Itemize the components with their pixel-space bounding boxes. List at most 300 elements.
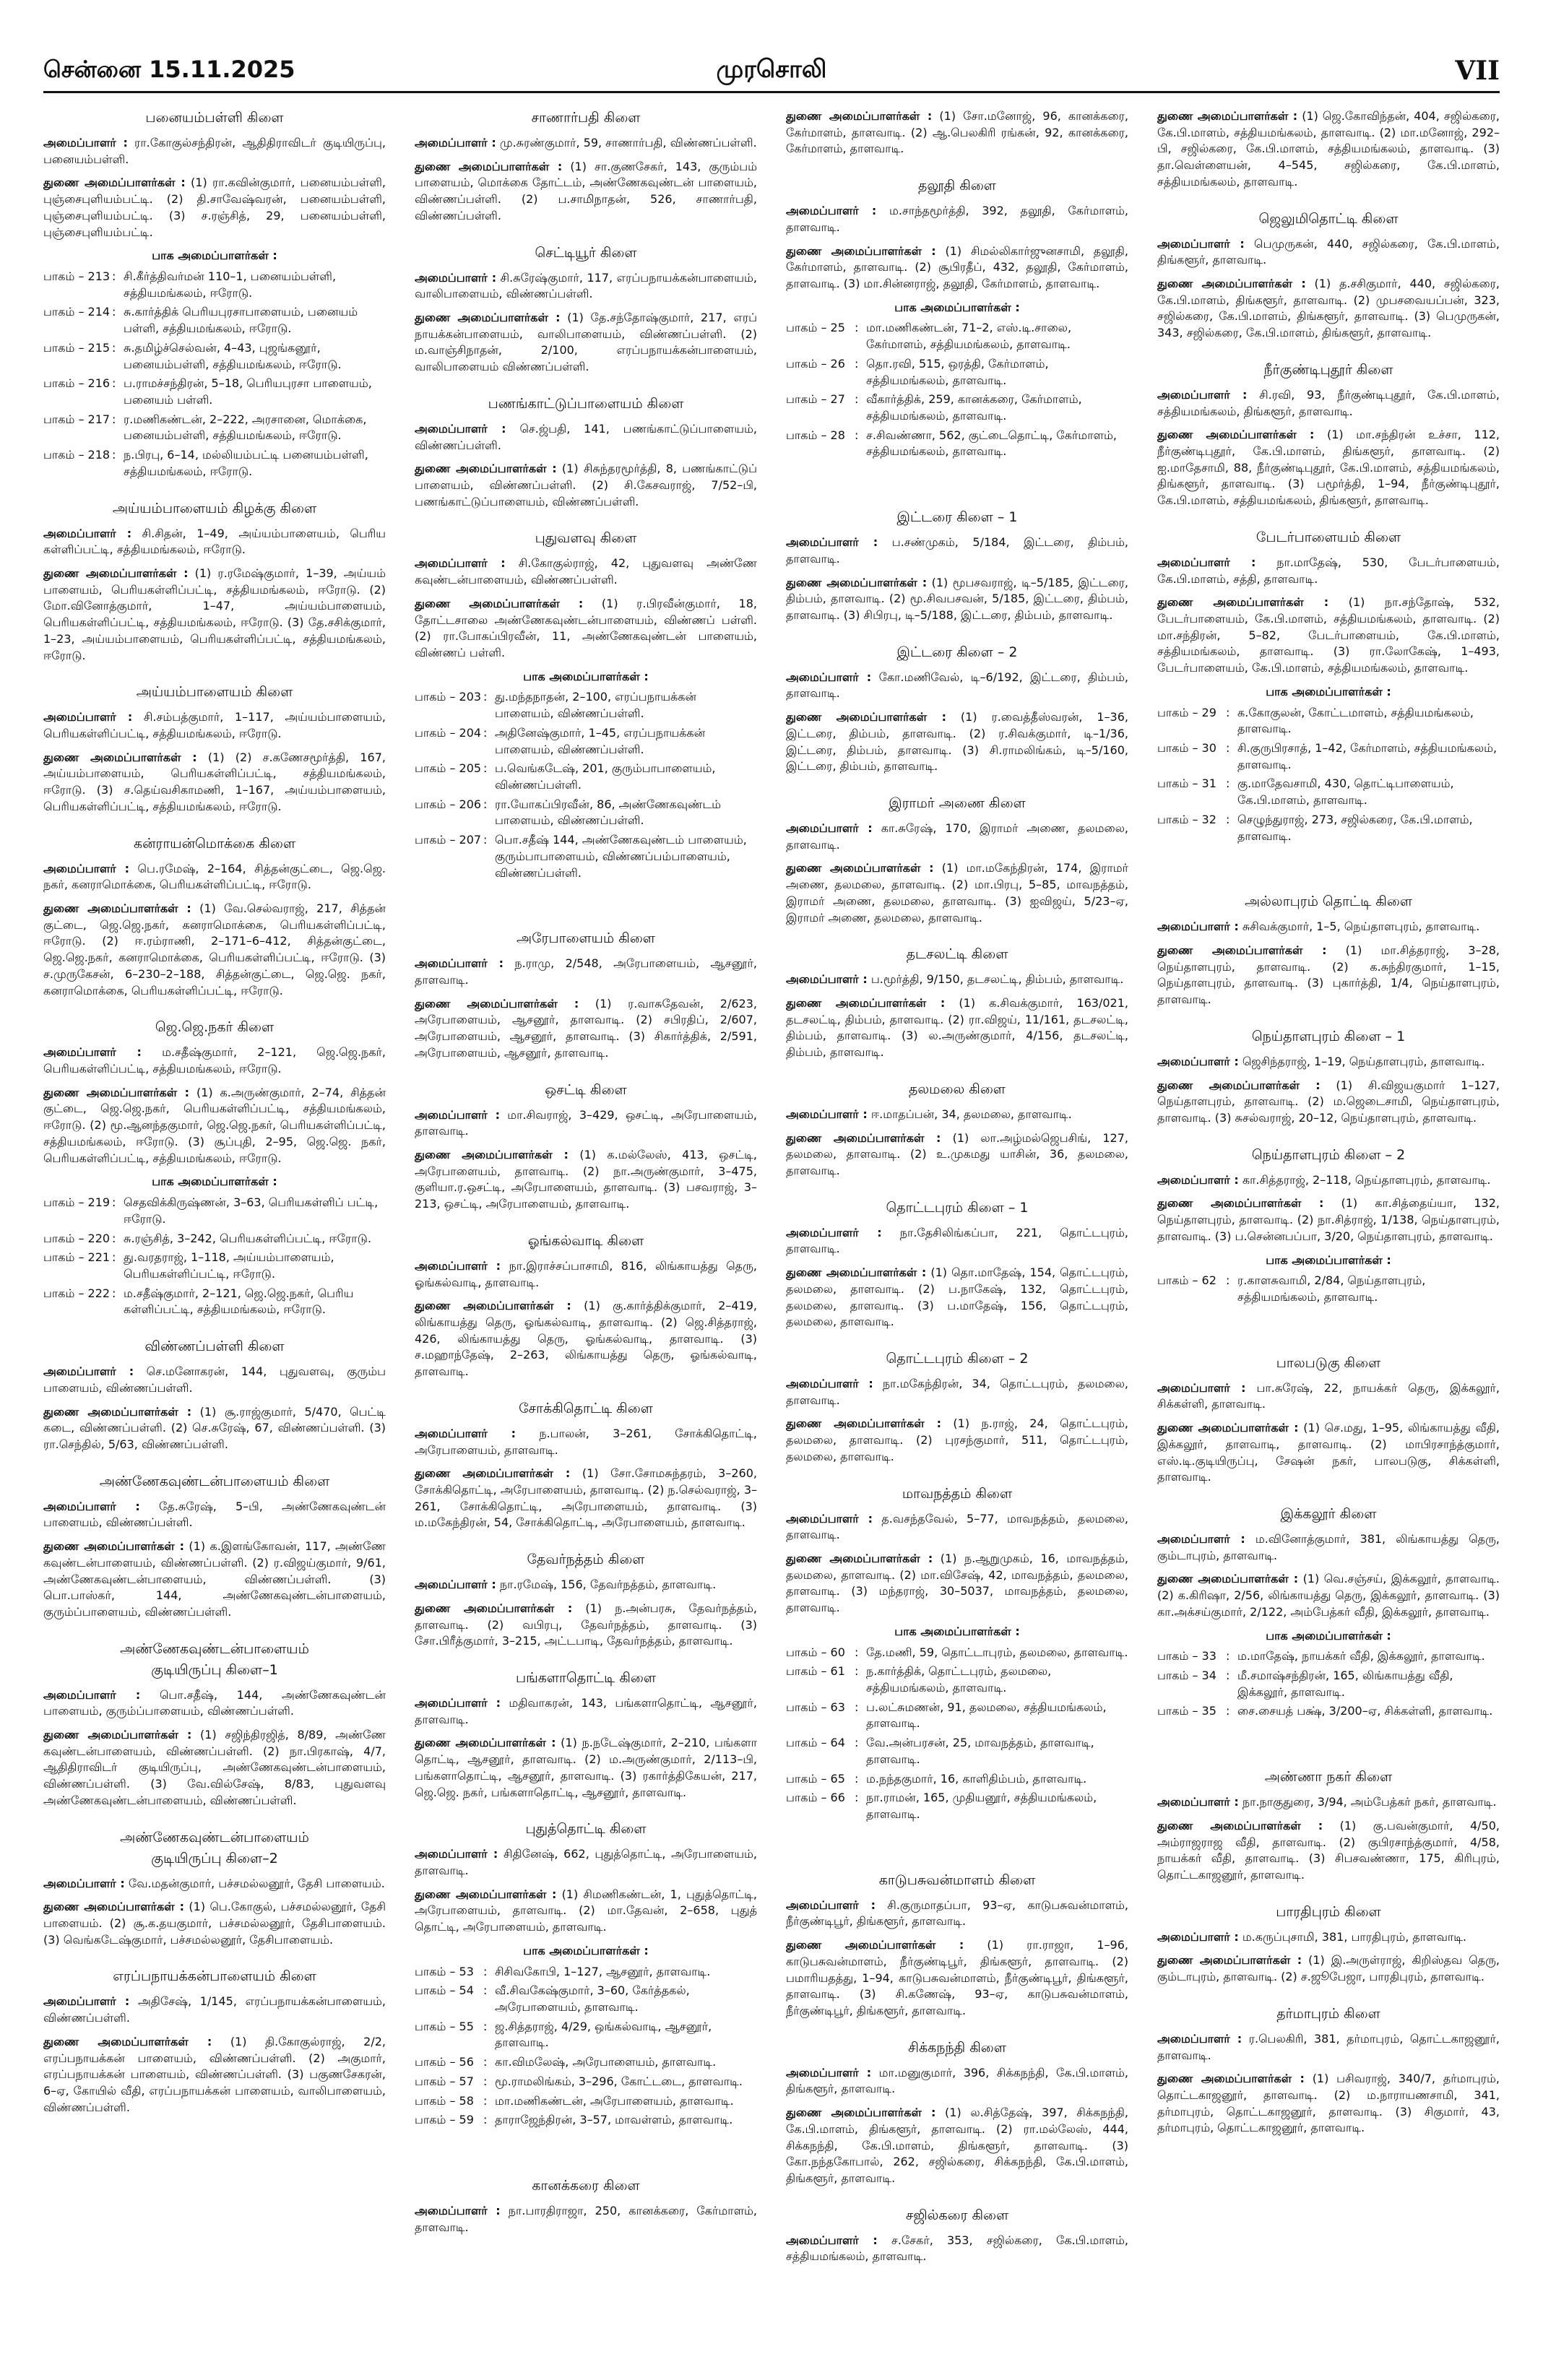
booth-number: பாகம் – 63: [786, 1700, 845, 1714]
deputy-organizers-entry: [415, 310, 757, 376]
deputy-organizers-entry: [415, 1298, 757, 1380]
branch-title: ஜெ.ஜெ.நகர் கிளை: [155, 1019, 275, 1036]
organizer-entry-label: அமைப்பாளர் :: [415, 556, 506, 571]
deputy-organizers-entry: [786, 1416, 1128, 1465]
branch-block: [786, 643, 1128, 775]
column-gap: [1157, 863, 1500, 892]
organizer-entry: [43, 861, 386, 893]
booth-separator: :: [112, 1250, 116, 1265]
organizer-entry-label: அமைப்பாளர் :: [43, 526, 132, 540]
deputy-organizers-entry: [786, 575, 1128, 624]
organizer-entry: [43, 1994, 386, 2026]
branch-title: பேடர்பாளையம் கிளை: [1255, 529, 1401, 545]
organizer-entry: [1157, 1794, 1500, 1811]
deputy-organizers-entry-text: (1) ர.வைத்தீஸ்வரன், 1–36, இட்டரை, திம்பம், தாளவாடி. (2) ர.சிவக்குமார், டி–1/36, இட்டரை, திம்பம், தாளவாடி. (3) சி.ராமலிங்கம், டி–5/160, இட்டரை, திம்பம், தாளவாடி.: [786, 710, 1128, 774]
booth-organizer: சு.கார்த்திக் பெரியபுரசாபாளையம், பனையம் பள்ளி, சத்தியமங்கலம், ஈரோடு.: [124, 305, 358, 336]
deputy-organizers-entry-label: துணை அமைப்பாளர்கள் :: [415, 1148, 569, 1161]
organizer-entry-label: அமைப்பாளர் :: [415, 2204, 501, 2217]
branch-title: ஒசட்டி கிளை: [545, 1081, 627, 1098]
organizer-entry: [415, 956, 757, 988]
booth-number: பாகம் – 32: [1157, 812, 1216, 826]
booth-organizer: சு.ரஞ்சித், 3–242, பெரியகள்ளிப்பட்டி, ஈரோடு.: [124, 1231, 372, 1245]
deputy-organizers-entry-label: துணை அமைப்பாளர்கள் :: [1157, 943, 1327, 958]
branch-block: [415, 2176, 757, 2236]
organizer-entry: [786, 972, 1128, 988]
organizer-entry-text: சிதினேஷ், 662, புதுத்தொட்டி, அரேபாளையம், தாளவாடி.: [415, 1847, 757, 1877]
organizer-entry-text: நா.ரமேஷ், 156, தேவர்நத்தம், தாளவாடி.: [499, 1578, 717, 1592]
branch-block: [786, 2038, 1128, 2187]
deputy-organizers-entry-label: துணை அமைப்பாளர்கள் :: [1157, 1953, 1302, 1968]
organizer-entry-label: அமைப்பாளர் :: [43, 861, 130, 875]
deputy-organizers-entry-text: (1) ந.நடேஷ்குமார், 2–210, பங்களா தொட்டி, ஆசனூர், தாளவாடி. (2) ம.அருண்குமார், 2/113–பி, பங்களாதொட்டி, ஆசனூர், தாளவாடி. (3) ரகார்த்திகேயன், 217, ஜெ.ஜெ. நகர், பங்களாதொட்டி, ஆசனூர், தாளவாடி.: [415, 1736, 757, 1799]
deputy-organizers-entry-text: (1) ல.சித்தேஷ், 397, சிக்கநந்தி, கே.பி.மாளம், திங்களூர், தாளவாடி. (2) ரா.மல்லேஸ், 444, சிக்கநந்தி, கே.பி.மாளம், திங்களூர், தாளவாடி. (3) கோ.நந்தகோபால், 262, சஜில்கரை, சிக்கநந்தி, கே.பி.மாளம், திங்களூர், தாளவாடி.: [786, 2106, 1128, 2186]
booth-organizers-heading: பாக அமைப்பாளர்கள் :: [894, 1624, 1020, 1638]
organizer-entry-text: ர.பெலகிரி, 381, தர்மாபுரம், தொட்டகாஜனூர், தாளவாடி.: [1157, 2031, 1500, 2062]
organizer-entry-text: நா.நாகுதுரை, 3/94, அம்பேத்கர் நகர், தாளவாடி.: [1242, 1795, 1497, 1809]
booth-separator: :: [1226, 776, 1230, 791]
organizer-entry: [43, 1876, 386, 1892]
deputy-organizers-entry-text: (1) க.இளங்கோவன், 117, அண்ணே கவுண்டன்பாளையம், விண்ணப்பள்ளி. (2) ர.விஜய்குமார், 9/61, அண்ணேகவுண்டன்பாளையம், விண்ணப்பள்ளி. (3) பொ.பாஸ்கர், 144, அண்ணேகவுண்டன்பாளையம், குரும்ப்பாளையம், விண்ணப்பள்ளி.: [43, 1539, 386, 1619]
deputy-organizers-entry: [1157, 1078, 1500, 1127]
deputy-organizers-entry: [1157, 1420, 1500, 1486]
booth-separator: :: [112, 1231, 116, 1245]
booth-number: பாகம் – 27: [786, 392, 845, 407]
branch-block: [415, 1081, 757, 1213]
branch-block: [786, 108, 1128, 157]
booth-organizer: ம.சதீஷ்குமார், 2–121, ஜெ.ஜெ.நகர், பெரிய கள்ளிப்பட்டி, சத்தியமங்கலம், ஈரோடு.: [124, 1286, 354, 1317]
booth-organizer: ந.கார்த்திக், தொட்டபுரம், தலமலை, சத்தியமங்கலம், தாளவாடி.: [866, 1664, 1052, 1695]
branch-block: [1157, 1767, 1500, 1884]
deputy-organizers-entry-text: (1) செ.மது, 1–95, லிங்காயத்து வீதி, இக்கலூர், தாளவாடி, தாளவாடி. (2) மாபிரசாந்த்குமார், எஸ்.டி.குடியிருப்பு, சேஷன் நகர், பாலபடுகு, சிக்கள்ளி, தாளவாடி.: [1157, 1421, 1500, 1484]
page-header: [43, 51, 1500, 93]
booth-number: பாகம் – 218: [43, 448, 111, 462]
booth-number: பாகம் – 33: [1157, 1649, 1216, 1663]
deputy-organizers-entry: [43, 1404, 386, 1453]
booth-row: [1157, 1703, 1500, 1720]
branch-block: [786, 1484, 1128, 1823]
deputy-organizers-entry-label: துணை அமைப்பாளர்கள் :: [786, 1265, 927, 1280]
deputy-organizers-entry: [786, 860, 1128, 926]
organizer-entry: [786, 2065, 1128, 2098]
booth-separator: :: [855, 356, 859, 371]
branch-title: சோக்கிதொட்டி கிளை: [519, 1400, 653, 1416]
organizer-entry: [43, 709, 386, 742]
organizer-entry-text: சி.சம்பத்குமார், 1–117, அய்யம்பாளையம், பெரியகள்ளிப்பட்டி, சத்தியமங்கலம், ஈரோடு.: [43, 710, 386, 741]
organizer-entry: [1157, 236, 1500, 269]
booth-separator: :: [483, 725, 488, 740]
branch-block: [786, 176, 1128, 460]
booth-number: பாகம் – 203: [415, 690, 482, 704]
organizer-entry-label: அமைப்பாளர் :: [415, 1847, 498, 1861]
organizer-entry: [415, 1258, 757, 1291]
organizer-entry: [1157, 387, 1500, 420]
branch-block: [1157, 108, 1500, 191]
organizer-entry-label: அமைப்பாளர் :: [1157, 236, 1245, 251]
branch-block: [786, 945, 1128, 1061]
deputy-organizers-entry: [415, 1147, 757, 1213]
branch-title: தேவர்நத்தம் கிளை: [527, 1552, 645, 1568]
column-4: [1157, 108, 1500, 2358]
organizer-entry-label: அமைப்பாளர் :: [43, 1499, 140, 1513]
booth-organizer: மீ.சமாஷ்சந்திரன், 165, லிங்காயத்து வீதி, இக்கலூர், தாளவாடி.: [1237, 1669, 1453, 1699]
booth-separator: :: [855, 1771, 859, 1786]
booth-separator: :: [112, 376, 116, 391]
booth-number: பாகம் – 34: [1157, 1669, 1216, 1683]
booth-number: பாகம் – 25: [786, 321, 845, 335]
deputy-organizers-entry: [1157, 943, 1500, 1008]
branch-block: [43, 1640, 386, 1809]
organizer-entry-label: அமைப்பாளர் :: [43, 710, 133, 724]
organizer-entry-label: அமைப்பாளர் :: [43, 1045, 142, 1060]
organizer-entry-label: அமைப்பாளர் :: [786, 535, 878, 550]
organizer-entry-text: மா.சிவராஜ், 3–429, ஒசட்டி, அரேபாளையம், தாளவாடி.: [415, 1107, 757, 1138]
branch-title: அய்யம்பாளையம் கிளை: [136, 684, 293, 701]
booth-organizer: கு.மாதேவசாமி, 430, தொட்டிபாளையம், கே.பி.மாளம், தாளவாடி.: [1237, 776, 1454, 808]
organizer-entry-text: செ.ஜ்பதி, 141, பணங்காட்டுப்பாளையம், விண்ணப்பள்ளி.: [415, 421, 757, 452]
deputy-organizers-entry-label: துணை அமைப்பாளர்கள் :: [43, 176, 186, 190]
booth-separator: :: [1226, 1273, 1230, 1288]
organizer-entry: [43, 1044, 386, 1077]
booth-organizer: சை.சையத் பக்ஷ், 3/200–ஏ, சிக்கள்ளி, தாளவாடி.: [1237, 1704, 1493, 1718]
branch-block: [415, 394, 757, 511]
booth-row: [415, 2112, 757, 2129]
branch-block: [415, 108, 757, 225]
booth-number: பாகம் – 57: [415, 2074, 474, 2088]
organizer-entry-text: நா.மகேந்திரன், 34, தொட்டபுரம், தலமலை, தாளவாடி.: [786, 1376, 1128, 1407]
branch-title: அல்லாபுரம் தொட்டி கிளை: [1245, 893, 1412, 910]
deputy-organizers-entry: [415, 1601, 757, 1650]
branch-block: [43, 1472, 386, 1621]
deputy-organizers-entry-label: துணை அமைப்பாளர்கள் :: [1157, 277, 1306, 290]
booth-row: [415, 725, 757, 758]
organizer-entry-label: அமைப்பாளர் :: [786, 972, 868, 987]
deputy-organizers-entry-label: துணை அமைப்பாளர்கள் :: [43, 1085, 190, 1099]
organizer-entry: [786, 1376, 1128, 1408]
booth-separator: :: [855, 428, 859, 442]
booth-row: [786, 1735, 1128, 1767]
deputy-organizers-entry-label: துணை அமைப்பாளர்கள் :: [415, 462, 557, 476]
booth-number: பாகம் – 213: [43, 269, 111, 283]
deputy-organizers-entry: [415, 1735, 757, 1801]
deputy-organizers-entry: [43, 2034, 386, 2116]
deputy-organizers-entry-text: (1) சா.குணசேகர், 143, குரும்பம் பாளையம், மொக்கை தோட்டம், அண்ணேகவுண்டன் பாளையம், விண்ணப்பள்ளி. (2) ப.சாமிநாதன், 526, சாணார்பதி, விண்ணப்பள்ளி.: [415, 159, 757, 222]
organizer-entry-text: சி.குருமாதப்பா, 93–ஏ, காடுபசுவன்மாளம், நீர்குண்டிபூர், திங்களூர், தாளவாடி.: [786, 1897, 1128, 1929]
branch-title: தலமலை கிளை: [909, 1081, 1006, 1097]
deputy-organizers-entry-text: (1) வெ.சஞ்சய், இக்கலூர், தாளவாடி. (2) க.கிரிஷா, 2/56, லிங்காயத்து தெரு, இக்கலூர், தாளவாடி. (3) கா.அக்சய்குமார், 2/122, அம்பேத்கர் வீதி, இக்கலூர், தாளவாடி.: [1157, 1572, 1500, 1619]
booth-number: பாகம் – 219: [43, 1195, 111, 1210]
column-gap: [1157, 1325, 1500, 1354]
deputy-organizers-entry-text: (1) த.சசிகுமார், 440, சஜில்கரை, கே.பி.மாளம், திங்களூர், தாளவாடி. (2) முபசவையப்பன், 323, சஜில்கரை, கே.பி.மாளம், திங்களூர், தாளவாடி. (3) பெமுருகன், 343, சஜில்கரை, கே.பி.மாளம், திங்களூர், தாளவாடி.: [1157, 277, 1500, 340]
booth-separator: :: [112, 448, 116, 462]
organizer-entry-text: சி.சுரேஷ்குமார், 117, எரப்பநாயக்கன்பாளையம், வாலிபாளையம், விண்ணப்பள்ளி.: [415, 270, 757, 301]
branch-title: அரேபாளையம் கிளை: [517, 930, 655, 947]
organizer-entry-text: ந.பாலன், 3–261, சோக்கிதொட்டி, அரேபாளையம், தாளவாடி.: [415, 1426, 757, 1457]
organizer-entry-text: கோ.மணிவேல், டி–6/192, இட்டரை, திம்பம், தாளவாடி.: [786, 670, 1128, 701]
booth-separator: :: [1226, 705, 1230, 719]
deputy-organizers-entry-text: (1) சோ.சோமசுந்தரம், 3–260, சோக்கிதொட்டி, அரேபாளையம், தாளவாடி. (2) ந.செல்வராஜ், 3–261, சோக்கிதொட்டி, அரேபாளையம், தாளவாடி. (3) ம.மகேந்திரன், 54, சோக்கிதொட்டி, அரேபாளையம், தாளவாடி.: [415, 1466, 757, 1530]
branch-title: தொட்டபுரம் கிளை – 2: [886, 1351, 1029, 1367]
organizer-entry: [43, 135, 386, 168]
organizer-entry: [786, 1107, 1128, 1123]
column-gap: [415, 900, 757, 929]
organizer-entry: [43, 1687, 386, 1720]
branch-block: [415, 1669, 757, 1801]
deputy-organizers-entry-label: துணை அமைப்பாளர்கள் :: [786, 109, 933, 123]
article-columns: [43, 108, 1500, 2358]
deputy-organizers-entry-label: துணை அமைப்பாளர்கள் :: [415, 1601, 573, 1615]
branch-block: [415, 529, 757, 881]
organizer-entry-label: அமைப்பாளர் :: [786, 821, 873, 835]
booth-number: பாகம் – 205: [415, 761, 482, 776]
organizer-entry-label: அமைப்பாளர் :: [1157, 1172, 1239, 1187]
deputy-organizers-entry-label: துணை அமைப்பாளர்கள் :: [43, 1728, 192, 1742]
deputy-organizers-entry: [1157, 594, 1500, 677]
branch-title: தொட்டபுரம் கிளை – 1: [886, 1199, 1029, 1216]
organizer-entry-text: ம.வினோத்குமார், 381, லிங்காயத்து தெரு, கும்டாபுரம், தாளவாடி.: [1157, 1532, 1500, 1562]
deputy-organizers-entry: [1157, 1818, 1500, 1884]
branch-block: [786, 1198, 1128, 1330]
deputy-organizers-entry: [43, 175, 386, 241]
organizer-entry-label: அமைப்பாளர் :: [1157, 555, 1256, 569]
booth-separator: :: [1226, 741, 1230, 756]
booth-organizer: ர.மணிகண்டன், 2–222, அரசானை, மொக்கை, பனையம்பள்ளி, சத்தியமங்கலம், ஈரோடு.: [124, 412, 367, 443]
deputy-organizers-entry: [786, 995, 1128, 1061]
booth-row: [786, 1645, 1128, 1661]
booth-number: பாகம் – 65: [786, 1771, 845, 1786]
branch-block: [43, 683, 386, 815]
organizer-entry-text: பெமுருகன், 440, சஜில்கரை, கே.பி.மாளம், திங்களூர், தாளவாடி.: [1157, 236, 1500, 267]
booth-row: [786, 320, 1128, 352]
deputy-organizers-entry-label: துணை அமைப்பாளர்கள் :: [786, 710, 946, 724]
booth-number: பாகம் – 28: [786, 428, 845, 442]
deputy-organizers-entry-text: (1) தொ.மாதேஷ், 154, தொட்டபுரம், தலமலை, தாளவாடி. (2) ப.நாகேஷ், 132, தொட்டபுரம், தலமலை, தாளவாடி. (3) ப.மாதேஷ், 156, தொட்டபுரம், தலமலை, தாளவாடி.: [786, 1265, 1128, 1329]
booth-number: பாகம் – 59: [415, 2113, 474, 2127]
organizer-entry-label: அமைப்பாளர் :: [415, 270, 497, 285]
organizer-entry-text: மா.மனுகுமார், 396, சிக்கநந்தி, கே.பி.மாளம், திங்களூர், தாளவாடி.: [786, 2065, 1128, 2096]
organizer-entry-text: பெ.ரமேஷ், 2–164, சித்தன்குட்டை, ஜெ.ஜெ. நகர், கனராமொக்கை, பெரியகள்ளிப்பட்டி, ஈரோடு.: [43, 861, 386, 892]
organizer-entry-text: ரா.கோகுல்சந்திரன், ஆதிதிராவிடர் குடியிருப்பு, பனையம்பள்ளி.: [43, 135, 386, 166]
deputy-organizers-entry-text: (1) தே.சந்தோஷ்குமார், 217, எரப் நாயக்கன்பாளையம், வாலிபாளையம், விண்ணப்பள்ளி. (2) ம.வாஞ்சிநாதன், 2/100, எரப்பநாயக்கன்பாளையம், வாலிபாளையம் விண்ணப்பள்ளி.: [415, 310, 757, 374]
organizer-entry-text: ம.கருப்புசாமி, 381, பாரதிபுரம், தாளவாடி.: [1242, 1929, 1467, 1944]
organizer-entry: [1157, 1172, 1500, 1189]
deputy-organizers-entry-label: துணை அமைப்பாளர்கள் :: [1157, 1818, 1323, 1832]
organizer-entry-label: அமைப்பாளர் :: [1157, 2031, 1242, 2046]
branch-block: [43, 1967, 386, 2116]
organizer-entry: [786, 2233, 1128, 2265]
booth-organizers-heading: பாக அமைப்பாளர்கள் :: [894, 300, 1020, 314]
deputy-organizers-entry-label: துணை அமைப்பாளர்கள் :: [43, 750, 197, 764]
booth-separator: :: [483, 797, 488, 811]
deputy-organizers-entry-text: (1) சஜிந்திரஜித், 8/89, அண்ணே கவுண்டன்பாளையம், விண்ணப்பள்ளி. (2) நா.பிரகாஷ், 4/7, ஆதிதிராவிடர் குடியிருப்பு, அண்ணேகவுண்டன்பாளையம், விண்ணப்பள்ளி. (3) வே.வில்சேஷ், 8/83, புதுவளவு அண்ணேகவுண்டன்பாளையம், விண்ணப்பள்ளி.: [43, 1728, 386, 1807]
booth-organizer: வீ.சிவகேஷ்குமார், 3–60, கேர்த்தகல், அரேபாளையம், தாளவாடி.: [495, 1983, 690, 2014]
booth-row: [415, 2093, 757, 2110]
booth-organizers-heading: பாக அமைப்பாளர்கள் :: [1266, 1628, 1391, 1643]
organizer-entry-text: சி.ரவி, 93, நீர்குண்டிபுதூர், கே.பி.மாளம், சத்தியமங்கலம், திங்களூர், தாளவாடி.: [1157, 387, 1500, 418]
branch-block: [1157, 1146, 1500, 1306]
organizer-entry-label: அமைப்பாளர் :: [415, 1258, 501, 1273]
organizer-entry-label: அமைப்பாளர் :: [786, 670, 872, 684]
deputy-organizers-entry: [43, 1899, 386, 1948]
booth-separator: :: [112, 305, 116, 319]
booth-number: பாகம் – 29: [1157, 705, 1216, 719]
deputy-organizers-entry-label: துணை அமைப்பாளர்கள் :: [786, 861, 934, 875]
deputy-organizers-entry-text: (1) சோ.மனோஜ், 96, கானக்கரை, கேர்மாளம், தாளவாடி. (2) ஆ.பெலகிரி ரங்கன், 92, கானக்கரை, கேர்மாளம், தாளவாடி.: [786, 109, 1128, 156]
organizer-entry: [415, 421, 757, 454]
deputy-organizers-entry-text: (1) ஜெ.கோவிந்தன், 404, சஜில்கரை, கே.பி.மாளம், சத்தியமங்கலம், தாளவாடி. (2) மா.மனோஜ், 292–பி, சஜில்கரை, கே.பி.மாளம், சத்தியமங்கலம், தாளவாடி. (3) தா.வெள்ளையன், 4–545, சஜில்கரை, கே.பி.மாளம், சத்தியமங்கலம், தாளவாடி.: [1157, 109, 1500, 189]
deputy-organizers-entry-text: (1) மா.சித்தராஜ், 3–28, நெய்தாளபுரம், தாளவாடி. (2) க.சுந்திரகுமார், 1–15, நெய்தாளபுரம், தாளவாடி. (3) புகார்த்தி, 1/4, நெய்தாளபுரம், தாளவாடி.: [1157, 943, 1500, 1007]
deputy-organizers-entry: [1157, 427, 1500, 509]
deputy-organizers-entry-text: (1) மூபசவராஜ், டி–5/185, இட்டரை, திம்பம், தாளவாடி. (2) மூ.சிவபசவன், 5/185, இட்டரை, திம்பம், தாளவாடி. (3) சிபிரபு, டி–5/188, இட்டரை, திம்பம், தாளவாடி.: [786, 575, 1128, 623]
deputy-organizers-entry-text: (1) சூ.ராஜ்குமார், 5/470, பெட்டி கடை, விண்ணப்பள்ளி. (2) செ.சுரேஷ், 67, விண்ணப்பள்ளி. (3) ரா.செந்தில், 5/63, விண்ணப்பள்ளி.: [43, 1404, 386, 1451]
column-gap: [1157, 1739, 1500, 1767]
branch-block: [786, 1080, 1128, 1180]
branch-title: நீர்குண்டிபுதூர் கிளை: [1263, 361, 1393, 378]
deputy-organizers-entry-text: (1) க.சிவக்குமார், 163/021, தடசலட்டி, திம்பம், தாளவாடி. (2) ரா.விஜய், 11/161, தடசலட்டி, திம்பம், தாளவாடி. (3) ல.அருண்குமார், 4/156, தடசலட்டி, திம்பம், தாளவாடி.: [786, 996, 1128, 1060]
organizer-entry-label: அமைப்பாளர் :: [415, 1426, 516, 1440]
booth-organizer: ஜ.சித்தராஜ், 4/29, ஒங்கல்வாடி, ஆசனூர், தாளவாடி.: [495, 2019, 712, 2050]
deputy-organizers-entry-text: (1) நா.சந்தோஷ், 532, பேடர்பாளையம், கே.பி.மாளம், சத்தியமங்கலம், தாளவாடி. (2) மா.சந்திரன், 5–82, பேடர்பாளையம், கே.பி.மாளம், சத்தியமங்கலம், தாளவாடி. (3) ரா.லோகேஷ், 1–493, பேடர்பாளையம், கே.பி.மாளம், சத்தியமங்கலம், தாளவாடி.: [1157, 595, 1500, 675]
deputy-organizers-entry-text: (1) சிசுந்தரமூர்த்தி, 8, பணங்காட்டுப் பாளையம், விண்ணப்பள்ளி. (2) சி.கேசவராஜ், 7/52–பி, பணங்காட்டுப்பாளையம், விண்ணப்பள்ளி.: [415, 462, 757, 509]
booth-row: [1157, 776, 1500, 808]
organizer-entry: [786, 203, 1128, 235]
organizer-entry: [786, 1511, 1128, 1544]
booth-row: [43, 269, 386, 301]
organizer-entry-label: அமைப்பாளர் :: [1157, 1532, 1245, 1546]
booth-row: [43, 1231, 386, 1247]
column-gap: [786, 1842, 1128, 1871]
branch-title: பாலபடுகு கிளை: [1276, 1354, 1381, 1371]
column-1: [43, 108, 386, 2358]
column-2: [415, 108, 757, 2358]
booth-number: பாகம் – 60: [786, 1645, 845, 1659]
organizer-entry: [1157, 1380, 1500, 1413]
branch-block: [415, 1399, 757, 1531]
deputy-organizers-entry-label: துணை அமைப்பாளர்கள் :: [1157, 1421, 1299, 1435]
organizer-entry-label: அமைப்பாளர் :: [1157, 387, 1248, 402]
deputy-organizers-entry-text: (1) சிமல்லிகார்ஜுனசாமி, தலூதி, கேர்மாளம், தாளவாடி. (2) சூபிரதீப், 432, தலூதி, கேர்மாளம், தாளவாடி. (3) மா.சின்னராஜ், தலூதி, கேர்மாளம், தாளவாடி.: [786, 243, 1128, 290]
booth-organizer: செதவிக்கிருஷ்ணன், 3–63, பெரியகள்ளிப் பட்டி, ஈரோடு.: [124, 1195, 379, 1226]
booth-row: [415, 832, 757, 881]
branch-title: சிக்கநந்தி கிளை: [908, 2039, 1006, 2056]
branch-block: [1157, 209, 1500, 342]
branch-block: [786, 508, 1128, 624]
organizer-entry-label: அமைப்பாளர் :: [1157, 1929, 1239, 1944]
booth-number: பாகம் – 207: [415, 833, 482, 847]
deputy-organizers-entry: [1157, 108, 1500, 191]
booth-row: [786, 1700, 1128, 1732]
deputy-organizers-entry-text: (1) கு.பவன்குமார், 4/50, அம்ராஜராஜ வீதி, தாளவாடி. (2) குபிரசாந்த்குமார், 4/58, நாயக்கர் வீதி, தாளவாடி. (3) சிபசவண்ணா, 175, கிரிபுரம், தொட்டகாஜனூர், தாளவாடி.: [1157, 1818, 1500, 1882]
booth-row: [43, 304, 386, 337]
booth-organizers-heading: பாக அமைப்பாளர்கள் :: [152, 1174, 277, 1189]
booth-organizer: சிசிவகோபி, 1–127, ஆசனூர், தாளவாடி.: [495, 1964, 711, 1978]
newspaper-title: முரசொலி: [716, 55, 827, 84]
booth-row: [786, 1663, 1128, 1696]
deputy-organizers-entry-label: துணை அமைப்பாளர்கள் :: [415, 596, 584, 610]
organizer-entry-text: மதிவாகரன், 143, பங்களாதொட்டி, ஆசனூர், தாளவாடி.: [415, 1695, 757, 1726]
organizer-entry-text: ப.சண்முகம், 5/184, இட்டரை, திம்பம், தாளவாடி.: [786, 535, 1128, 566]
booth-separator: :: [483, 2055, 488, 2069]
deputy-organizers-entry-text: (1) வே.செல்வராஜ், 217, சித்தன் குட்டை, ஜெ.ஜெ.நகர், கனராமொக்கை, பெரியகள்ளிப்பட்டி, ஈரோடு. (2) ஈ.ரம்ராணி, 2–171–6–412, சித்தன்குட்டை, ஜெ.ஜெ.நகர், கனராமொக்கை, பெரியகள்ளிப்பட்டி, ஈரோடு. (3) ச.முருகேசன், 6–230–2–188, சித்தன்குட்டை, ஜெ.ஜெ. நகர், கனராமொக்கை, பெரியகள்ளிப்பட்டி, ஈரோடு.: [43, 901, 386, 998]
booth-organizer: து.மந்தநாதன், 2–100, எரப்பநாயக்கன் பாளையம், விண்ணப்பள்ளி.: [495, 690, 697, 721]
organizer-entry-text: சி.கோகுல்ராஜ், 42, புதுவளவு அண்ணே கவுண்டன்பாளையம், விண்ணப்பள்ளி.: [415, 556, 757, 587]
deputy-organizers-entry-text: (1) கா.சித்தைய்யா, 132, நெய்தாளபுரம், தாளவாடி. (2) நா.சித்ராஜ், 1/138, நெய்தாளபுரம், தாளவாடி. (3) ப.சென்னபப்பா, 3/20, நெய்தாளபுரம், தாளவாடி.: [1157, 1196, 1500, 1243]
branch-title: அண்ணேகவுண்டன்பாளையம் கிளை: [99, 1473, 330, 1489]
booth-separator: :: [483, 2093, 488, 2108]
organizer-entry-text: ஈ.மாதப்பன், 34, தலமலை, தாளவாடி.: [870, 1107, 1072, 1121]
booth-separator: :: [855, 1664, 859, 1679]
organizer-entry: [415, 1695, 757, 1728]
branch-block: [1157, 528, 1500, 844]
organizer-entry-text: செ.மனோகரன், 144, புதுவளவு, குரும்ப பாளையம், விண்ணப்பள்ளி.: [43, 1364, 386, 1395]
branch-title: எரப்பநாயக்கன்பாளையம் கிளை: [113, 1968, 316, 1985]
booth-row: [786, 1771, 1128, 1788]
organizer-entry: [415, 1107, 757, 1140]
deputy-organizers-entry-label: துணை அமைப்பாளர்கள் :: [43, 1539, 184, 1554]
organizer-entry-text: ஜெசிந்தராஜ், 1–19, நெய்தாளபுரம், தாளவாடி.: [1242, 1054, 1485, 1068]
booth-organizer: ச.சிவண்ணா, 562, குட்டைதொட்டி, கேர்மாளம், சத்தியமங்கலம், தாளவாடி.: [866, 428, 1117, 459]
organizer-entry: [1157, 555, 1500, 587]
organizer-entry-text: நா.பாரதிராஜா, 250, கானக்கரை, கேர்மாளம், தாளவாடி.: [415, 2204, 757, 2234]
booth-number: பாகம் – 220: [43, 1231, 111, 1245]
deputy-organizers-entry-text: (1) இ.அருள்ராஜ், கிறிஸ்தவ தெரு, கும்டாபுரம், தாளவாடி. (2) ச.ஜூபேஜா, பாரதிபுரம், தாளவாடி.: [1157, 1953, 1500, 1984]
deputy-organizers-entry: [415, 1466, 757, 1531]
organizer-entry-text: ப.மூர்த்தி, 9/150, தடசலட்டி, திம்பம், தாளவாடி.: [870, 972, 1124, 987]
branch-title: இட்டரை கிளை – 1: [896, 509, 1018, 526]
branch-block: [786, 794, 1128, 926]
deputy-organizers-entry-label: துணை அமைப்பாளர்கள் :: [1157, 1196, 1324, 1211]
organizer-entry-label: அமைப்பாளர் :: [415, 1578, 496, 1592]
booth-separator: :: [112, 412, 116, 426]
deputy-organizers-entry-label: துணை அமைப்பாளர்கள் :: [786, 2106, 936, 2120]
deputy-organizers-entry: [43, 750, 386, 815]
booth-separator: :: [483, 833, 488, 847]
branch-block: [43, 1828, 386, 1949]
deputy-organizers-entry-label: துணை அமைப்பாளர்கள் :: [415, 1887, 557, 1901]
booth-number: பாகம் – 221: [43, 1250, 111, 1265]
booth-organizer: நா.ராமன், 165, முதியனூர், சத்தியமங்கலம், தாளவாடி.: [866, 1791, 1097, 1822]
deputy-organizers-entry-text: (1) ரா.கவின்குமார், பனையம்பள்ளி, புஞ்சைபுளியம்பட்டி. (2) தி.சாவேஷ்வரன், பனையம்பள்ளி, புஞ்சைபுளியம்பட்டி. (3) ச.ரஞ்சித், 29, பனையம்பள்ளி, புஞ்சைபுளியம்பட்டி.: [43, 176, 386, 239]
booth-number: பாகம் – 26: [786, 356, 845, 371]
booth-row: [1157, 1668, 1500, 1700]
branch-title: அண்ணேகவுண்டன்பாளையம்: [120, 1640, 309, 1657]
branch-block: [415, 243, 757, 376]
organizer-entry-label: அமைப்பாளர் :: [786, 1225, 882, 1239]
organizer-entry-label: அமைப்பாளர் :: [415, 956, 504, 971]
organizer-entry-label: அமைப்பாளர் :: [43, 1364, 134, 1379]
deputy-organizers-entry: [43, 1539, 386, 1621]
deputy-organizers-entry-label: துணை அமைப்பாளர்கள் :: [786, 1130, 941, 1145]
deputy-organizers-entry-text: (1) பெ.கோகுல், பச்சமல்லனூர், தேசி பாளையம். (2) சூ.க.தயகுமார், பச்சமல்லனூர், தேசிபாளையம். (3) வெங்கடேஷ்குமார், பச்சமல்லனூர், தேசிபாளையம்.: [43, 1900, 386, 1947]
branch-title: புதுத்தொட்டி கிளை: [525, 1821, 647, 1838]
organizer-entry-text: ம.சதீஷ்குமார், 2–121, ஜெ.ஜெ.நகர், பெரியகள்ளிப்பட்டி, சத்தியமங்கலம், ஈரோடு.: [43, 1045, 386, 1076]
deputy-organizers-entry-label: துணை அமைப்பாளர்கள் :: [786, 1551, 933, 1565]
deputy-organizers-entry-label: துணை அமைப்பாளர்கள் :: [1157, 109, 1298, 123]
booth-organizer: ப.லட்சுமணன், 91, தலமலை, சத்தியமங்கலம், தாளவாடி.: [866, 1700, 1107, 1731]
deputy-organizers-entry-label: துணை அமைப்பாளர்கள் :: [43, 901, 191, 916]
booth-row: [786, 428, 1128, 460]
branch-title: பங்களாதொட்டி கிளை: [515, 1670, 657, 1686]
organizer-entry: [415, 135, 757, 152]
deputy-organizers-entry-text: (1) ந.ஆறுமுகம், 16, மாவநத்தம், தலமலை, தாளவாடி. (2) மா.விசேஷ், 42, மாவநத்தம், தலமலை, தாளவாடி. (3) மந்தராஜ், 30–5037, மாவநத்தம், தலமலை, தாளவாடி.: [786, 1551, 1128, 1615]
deputy-organizers-entry-label: துணை அமைப்பாளர்கள் :: [415, 159, 563, 173]
deputy-organizers-entry: [43, 1085, 386, 1167]
branch-block: [415, 1550, 757, 1650]
booth-row: [43, 447, 386, 480]
organizer-entry: [415, 1426, 757, 1458]
booth-row: [43, 340, 386, 373]
deputy-organizers-entry: [786, 1265, 1128, 1330]
organizer-entry-label: அமைப்பாளர் :: [415, 1107, 500, 1122]
